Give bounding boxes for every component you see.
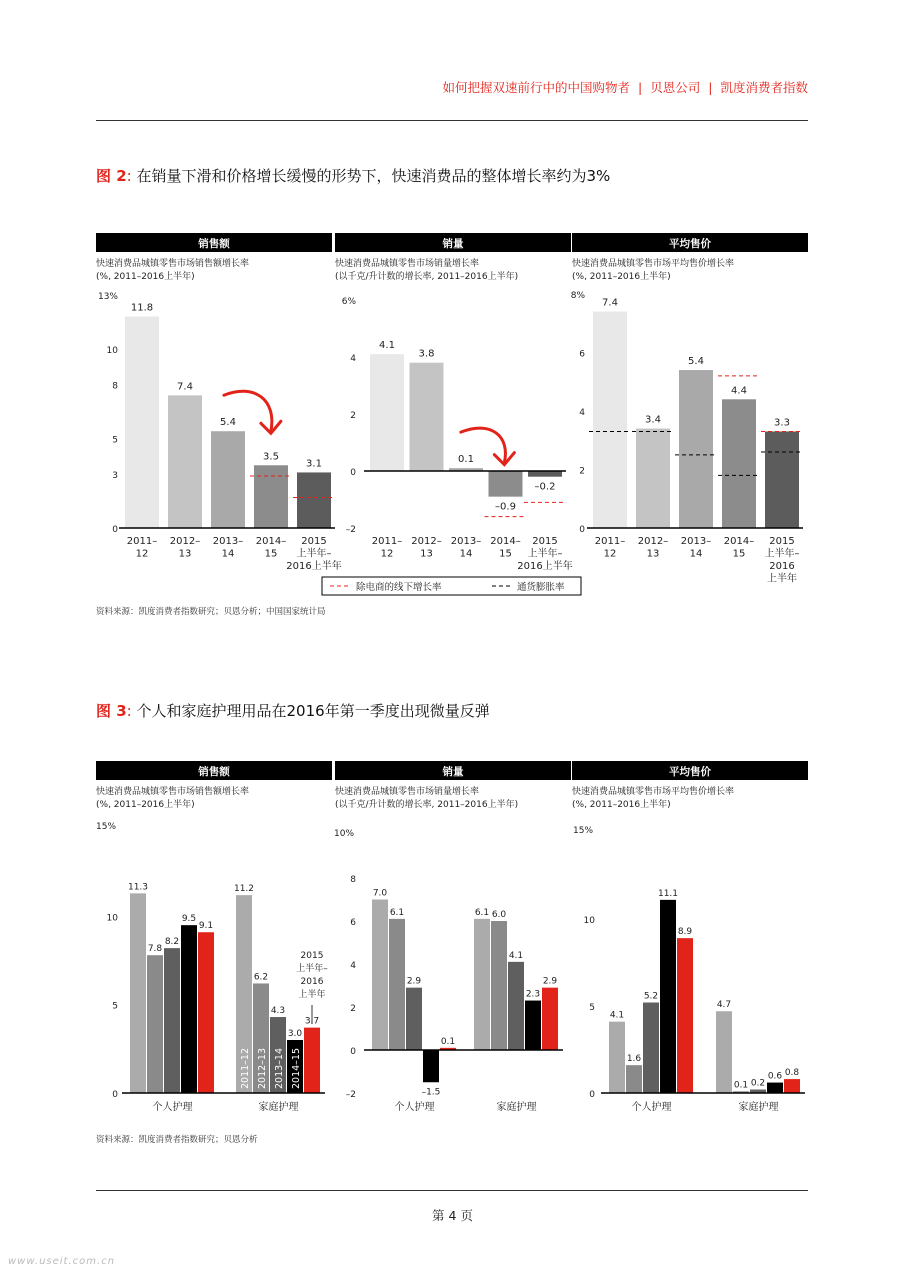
data-label: 7.8 bbox=[147, 944, 163, 955]
y-tick-label: 0 bbox=[589, 1090, 595, 1100]
x-tick-label: 13 bbox=[646, 548, 660, 560]
bar bbox=[525, 1001, 541, 1050]
bar bbox=[542, 988, 558, 1050]
data-label: 3.1 bbox=[306, 458, 322, 470]
panel-header-title: 销售额 bbox=[198, 238, 230, 250]
data-label: 5.4 bbox=[688, 356, 704, 368]
y-tick-label: 0 bbox=[350, 468, 356, 478]
bar bbox=[211, 431, 245, 528]
header-partner: 凯度消费者指数 bbox=[720, 80, 808, 95]
y-tick-label: –2 bbox=[345, 1090, 356, 1100]
bar bbox=[626, 1065, 642, 1093]
data-label: 0.8 bbox=[784, 1068, 800, 1079]
data-label: –1.5 bbox=[421, 1087, 441, 1098]
y-tick-label: –2 bbox=[345, 525, 356, 535]
x-tick-label: 上半年– bbox=[527, 548, 563, 560]
data-label: 0.1 bbox=[440, 1036, 456, 1047]
bar bbox=[593, 312, 627, 528]
figure3-title-text: 个人和家庭护理用品在2016年第一季度出现微量反弹 bbox=[136, 702, 490, 720]
data-label: –0.9 bbox=[495, 501, 516, 513]
page-number: 第 4 页 bbox=[432, 1208, 473, 1223]
group-label: 个人护理 bbox=[394, 1102, 435, 1113]
data-label: 7.0 bbox=[372, 888, 388, 899]
panel-subtitle: (%, 2011–2016上半年) bbox=[96, 272, 195, 282]
panel-header-title: 销售额 bbox=[198, 766, 230, 778]
group-label: 个人护理 bbox=[152, 1102, 193, 1113]
data-label: 7.4 bbox=[177, 381, 193, 393]
y-tick-label: 6 bbox=[350, 918, 356, 928]
bar bbox=[406, 988, 422, 1050]
bar bbox=[643, 1003, 659, 1093]
bar bbox=[254, 465, 288, 528]
figure2-title-text: 在销量下滑和价格增长缓慢的形势下，快速消费品的整体增长率约为3% bbox=[136, 167, 611, 185]
y-tick-label: 2 bbox=[350, 1004, 356, 1014]
data-label: 0.1 bbox=[733, 1080, 749, 1091]
y-tick-label: 4 bbox=[350, 354, 356, 364]
x-tick-label: 上半年– bbox=[296, 548, 332, 560]
data-label: 2.9 bbox=[542, 976, 558, 987]
y-tick-label: 3 bbox=[112, 471, 118, 482]
group-label: 家庭护理 bbox=[496, 1102, 537, 1113]
y-tick-label: 8 bbox=[350, 875, 356, 885]
panel-subtitle: (以千克/升计数的增长率, 2011–2016上半年) bbox=[335, 272, 519, 282]
x-tick-label: 2013– bbox=[680, 536, 712, 547]
figure2-colon: : bbox=[126, 167, 132, 185]
group-label: 家庭护理 bbox=[258, 1102, 299, 1113]
bar bbox=[147, 955, 163, 1093]
panel-subtitle: (%, 2011–2016上半年) bbox=[572, 800, 671, 810]
data-label: 6.1 bbox=[389, 907, 405, 918]
bar bbox=[716, 1011, 732, 1093]
bar bbox=[168, 395, 202, 528]
y-tick-label: 0 bbox=[112, 525, 118, 535]
y-tick-label: 15% bbox=[96, 822, 117, 832]
y-tick-label: 10 bbox=[583, 916, 595, 926]
header-report-title: 如何把握双速前行中的中国购物者 bbox=[442, 80, 631, 95]
bar bbox=[389, 919, 405, 1050]
bar bbox=[198, 932, 214, 1093]
bar bbox=[491, 921, 507, 1050]
period-label: 2013–14 bbox=[274, 1047, 285, 1089]
period-label: 2014–15 bbox=[291, 1047, 302, 1089]
bar bbox=[722, 399, 756, 528]
bar bbox=[660, 900, 676, 1093]
data-label: 3.5 bbox=[263, 451, 279, 463]
period-callout: 上半年– bbox=[296, 964, 328, 974]
legend-black-label: 通货膨胀率 bbox=[517, 582, 565, 593]
data-label: 5.2 bbox=[643, 991, 659, 1002]
figure2-number: 图 2 bbox=[96, 167, 127, 185]
x-tick-label: 2014– bbox=[490, 536, 521, 547]
y-tick-label: 4 bbox=[579, 408, 585, 418]
data-label: 6.0 bbox=[491, 910, 507, 920]
data-label: 6.2 bbox=[253, 972, 269, 983]
data-label: 9.5 bbox=[181, 914, 197, 925]
data-label: 1.6 bbox=[626, 1054, 642, 1065]
x-tick-label: 2012– bbox=[411, 536, 442, 547]
period-callout: 2015 bbox=[300, 951, 324, 961]
data-label: 0.6 bbox=[767, 1071, 783, 1082]
panel-subtitle: 快速消费品城镇零售市场销售额增长率 bbox=[96, 787, 250, 797]
panel-header-title: 销量 bbox=[442, 238, 464, 250]
panel-subtitle: 快速消费品城镇零售市场销量增长率 bbox=[335, 259, 480, 269]
bar bbox=[489, 471, 523, 497]
bar bbox=[372, 900, 388, 1051]
watermark: www.useit.com.cn bbox=[8, 1256, 116, 1267]
y-tick-label: 2 bbox=[579, 466, 585, 477]
header-separator: | bbox=[708, 80, 713, 95]
x-tick-label: 2012– bbox=[637, 536, 669, 547]
x-tick-label: 2015 bbox=[532, 536, 558, 547]
data-label: 8.2 bbox=[164, 937, 180, 948]
x-tick-label: 15 bbox=[264, 548, 278, 560]
y-tick-label: 4 bbox=[350, 961, 356, 971]
bar bbox=[423, 1050, 439, 1082]
bar bbox=[181, 925, 197, 1093]
period-callout: 上半年 bbox=[298, 990, 326, 1000]
data-label: 2.3 bbox=[525, 989, 541, 1000]
x-tick-label: 15 bbox=[499, 548, 512, 560]
data-label: 3.4 bbox=[645, 414, 661, 426]
bar bbox=[508, 962, 524, 1050]
data-label: 11.3 bbox=[127, 882, 149, 893]
bar bbox=[304, 1028, 320, 1093]
y-tick-label: 0 bbox=[112, 1090, 118, 1100]
y-tick-label: 0 bbox=[579, 525, 585, 535]
panel-subtitle: 快速消费品城镇零售市场销量增长率 bbox=[335, 787, 480, 797]
panel-subtitle: (%, 2011–2016上半年) bbox=[96, 800, 195, 810]
x-tick-label: 12 bbox=[380, 548, 394, 560]
panel-subtitle: (以千克/升计数的增长率, 2011–2016上半年) bbox=[335, 800, 519, 810]
data-label: 3.8 bbox=[418, 348, 435, 360]
data-label: 5.4 bbox=[220, 417, 236, 429]
x-tick-label: 上半年 bbox=[767, 573, 797, 585]
bar bbox=[164, 948, 180, 1093]
bar bbox=[679, 370, 713, 528]
bar bbox=[130, 893, 146, 1093]
data-label: 2.9 bbox=[406, 976, 422, 987]
bar bbox=[784, 1079, 800, 1093]
x-tick-label: 上半年– bbox=[764, 548, 800, 560]
data-label: 0.2 bbox=[750, 1078, 766, 1089]
data-label: 11.8 bbox=[130, 302, 154, 314]
y-tick-label: 5 bbox=[112, 435, 118, 446]
y-tick-label: 10 bbox=[106, 913, 118, 924]
bar bbox=[765, 431, 799, 528]
x-tick-label: 2011– bbox=[594, 536, 626, 547]
legend-red-label: 除电商的线下增长率 bbox=[356, 582, 442, 593]
y-tick-label: 2 bbox=[350, 411, 356, 421]
x-tick-label: 2013– bbox=[212, 536, 244, 547]
data-label: 11.1 bbox=[657, 888, 679, 899]
data-label: 11.2 bbox=[233, 884, 255, 895]
x-tick-label: 2011– bbox=[126, 536, 158, 547]
x-tick-label: 12 bbox=[603, 548, 617, 560]
figure3-source: 资料来源：凯度消费者指数研究；贝恩分析 bbox=[96, 1135, 258, 1145]
x-tick-label: 2011– bbox=[371, 536, 403, 547]
x-tick-label: 2013– bbox=[450, 536, 482, 547]
bar bbox=[677, 938, 693, 1093]
panel-subtitle: 快速消费品城镇零售市场销售额增长率 bbox=[96, 259, 250, 269]
panel-header-title: 平均售价 bbox=[669, 238, 711, 250]
group-label: 个人护理 bbox=[631, 1102, 672, 1113]
x-tick-label: 2016上半年 bbox=[286, 561, 342, 572]
figure3-colon: : bbox=[126, 702, 132, 720]
y-tick-label: 5 bbox=[112, 1001, 118, 1012]
y-tick-label: 10 bbox=[106, 345, 118, 356]
x-tick-label: 2014– bbox=[255, 536, 287, 547]
bar bbox=[474, 919, 490, 1050]
period-callout: 2016 bbox=[300, 977, 324, 987]
y-tick-label: 10% bbox=[334, 829, 355, 839]
header-company: 贝恩公司 bbox=[650, 80, 701, 95]
header-separator: | bbox=[638, 80, 643, 95]
x-tick-label: 2012– bbox=[169, 536, 201, 547]
group-label: 家庭护理 bbox=[738, 1102, 779, 1113]
bar bbox=[125, 317, 159, 528]
bar bbox=[410, 363, 444, 471]
bar bbox=[767, 1083, 783, 1093]
x-tick-label: 13 bbox=[178, 548, 192, 560]
y-tick-label: 6% bbox=[341, 297, 356, 307]
panel-header-title: 销量 bbox=[442, 766, 464, 778]
panel-subtitle: 快速消费品城镇零售市场平均售价增长率 bbox=[572, 787, 735, 797]
data-label: 4.1 bbox=[508, 950, 524, 961]
period-label: 2011–12 bbox=[240, 1047, 251, 1089]
bar bbox=[370, 354, 404, 471]
bar bbox=[297, 472, 331, 528]
data-label: 7.4 bbox=[602, 297, 618, 309]
y-tick-label: 8% bbox=[570, 291, 585, 301]
x-tick-label: 15 bbox=[732, 548, 746, 560]
data-label: –0.2 bbox=[534, 481, 556, 493]
x-tick-label: 14 bbox=[689, 548, 703, 560]
y-tick-label: 13% bbox=[97, 292, 118, 302]
data-label: 3.7 bbox=[304, 1016, 320, 1027]
y-tick-label: 0 bbox=[350, 1047, 356, 1057]
data-label: 4.3 bbox=[270, 1006, 286, 1017]
x-tick-label: 2015 bbox=[769, 536, 795, 547]
data-label: 0.1 bbox=[458, 454, 474, 466]
panel-subtitle: 快速消费品城镇零售市场平均售价增长率 bbox=[572, 259, 735, 269]
bar bbox=[609, 1022, 625, 1093]
figure3-number: 图 3 bbox=[96, 702, 127, 720]
data-label: 4.7 bbox=[716, 1000, 732, 1011]
y-tick-label: 15% bbox=[573, 826, 594, 836]
bar bbox=[636, 429, 670, 528]
x-tick-label: 2015 bbox=[301, 536, 327, 547]
panel-header-title: 平均售价 bbox=[669, 766, 711, 778]
data-label: 3.3 bbox=[774, 417, 790, 429]
data-label: 4.4 bbox=[731, 385, 747, 397]
y-tick-label: 6 bbox=[579, 349, 585, 360]
x-tick-label: 14 bbox=[459, 548, 473, 560]
x-tick-label: 14 bbox=[221, 548, 235, 560]
data-label: 4.1 bbox=[609, 1010, 625, 1021]
bar bbox=[528, 471, 562, 477]
figure2-source: 资料来源：凯度消费者指数研究；贝恩分析；中国国家统计局 bbox=[96, 607, 326, 617]
period-label: 2012–13 bbox=[257, 1047, 268, 1089]
data-label: 9.1 bbox=[198, 921, 214, 932]
panel-subtitle: (%, 2011–2016上半年) bbox=[572, 272, 671, 282]
data-label: 6.1 bbox=[474, 907, 490, 918]
y-tick-label: 5 bbox=[589, 1003, 595, 1013]
x-tick-label: 2014– bbox=[723, 536, 755, 547]
data-label: 3.0 bbox=[287, 1029, 303, 1039]
x-tick-label: 2016上半年 bbox=[517, 561, 573, 572]
data-label: 8.9 bbox=[677, 927, 693, 938]
x-tick-label: 12 bbox=[135, 548, 149, 560]
x-tick-label: 13 bbox=[420, 548, 433, 560]
y-tick-label: 8 bbox=[112, 381, 118, 392]
data-label: 4.1 bbox=[379, 340, 395, 352]
x-tick-label: 2016 bbox=[769, 561, 795, 572]
